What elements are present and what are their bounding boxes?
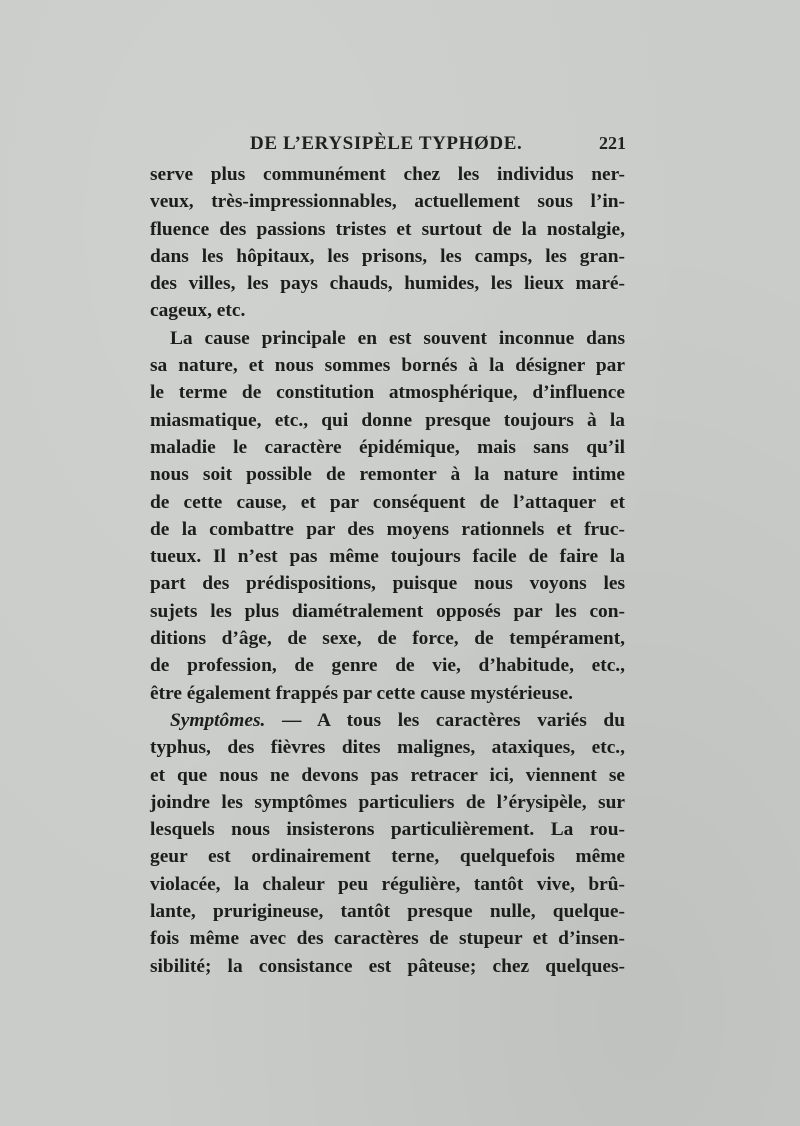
- text-line: fois même avec des caractères de stupeur et d’insen-: [150, 928, 625, 950]
- text-line: de profession, de genre de vie, d’habitude, etc.,: [150, 655, 625, 677]
- running-header: [150, 127, 628, 163]
- text-line: fluence des passions tristes et surtout de la nostalgie,: [150, 218, 625, 240]
- text-line: sa nature, et nous sommes bornés à la désigner par: [150, 355, 625, 377]
- text-line: serve plus communément chez les individus ner-: [150, 164, 625, 185]
- text-line: sibilité; la consistance est pâteuse; chez quelques-: [150, 955, 625, 977]
- text-line: dans les hôpitaux, les prisons, les camps, les gran-: [150, 245, 625, 267]
- symptoms-line-text: A tous les caractères variés du: [316, 709, 625, 731]
- text-line: miasmatique, etc., qui donne presque toujours à la: [150, 409, 625, 431]
- symptoms-heading: Symptômes.: [170, 709, 266, 731]
- text-line: nous soit possible de remonter à la nature intime: [150, 464, 625, 486]
- text-line: ditions d’âge, de sexe, de force, de tempérament,: [150, 628, 625, 650]
- text-line: part des prédispositions, puisque nous voyons les: [150, 573, 625, 595]
- body-text: [150, 161, 625, 980]
- text-line: cageux, etc.: [150, 300, 246, 322]
- text-line: joindre les symptômes particuliers de l’érysipèle, sur: [150, 791, 625, 813]
- text-line: lante, prurigineuse, tantôt presque nulle, quelque-: [150, 901, 625, 923]
- text-line: des villes, les pays chauds, humides, les lieux maré-: [150, 273, 625, 295]
- text-line: maladie le caractère épidémique, mais sans qu’il: [150, 436, 625, 458]
- page-number: 221: [599, 133, 626, 153]
- text-line: tueux. Il n’est pas même toujours facile de faire la: [150, 546, 625, 568]
- text-line: typhus, des fièvres dites malignes, ataxiques, etc.,: [150, 737, 625, 759]
- paragraph-start-line: La cause principale en est souvent inconnue dans: [170, 327, 625, 349]
- text-line: lesquels nous insisterons particulièrement. La rou-: [150, 819, 625, 841]
- symptoms-dash: —: [282, 709, 302, 731]
- text-line: geur est ordinairement terne, quelquefois même: [150, 846, 625, 868]
- text-line: veux, très-impressionnables, actuellement sous l’in-: [150, 191, 625, 213]
- text-line: sujets les plus diamétralement opposés par les con-: [150, 600, 625, 622]
- text-line: le terme de constitution atmosphérique, d’influence: [150, 382, 625, 404]
- text-line: de la combattre par des moyens rationnels et fruc-: [150, 518, 625, 540]
- text-line: violacée, la chaleur peu régulière, tantôt vive, brû-: [150, 873, 625, 895]
- symptoms-paragraph-start-line: [150, 707, 625, 734]
- text-line: et que nous ne devons pas retracer ici, viennent se: [150, 764, 625, 786]
- text-line: de cette cause, et par conséquent de l’attaquer et: [150, 491, 625, 513]
- text-line: être également frappés par cette cause mystérieuse.: [150, 682, 574, 704]
- running-title: DE L’ERYSIPÈLE TYPHØDE.: [250, 133, 523, 154]
